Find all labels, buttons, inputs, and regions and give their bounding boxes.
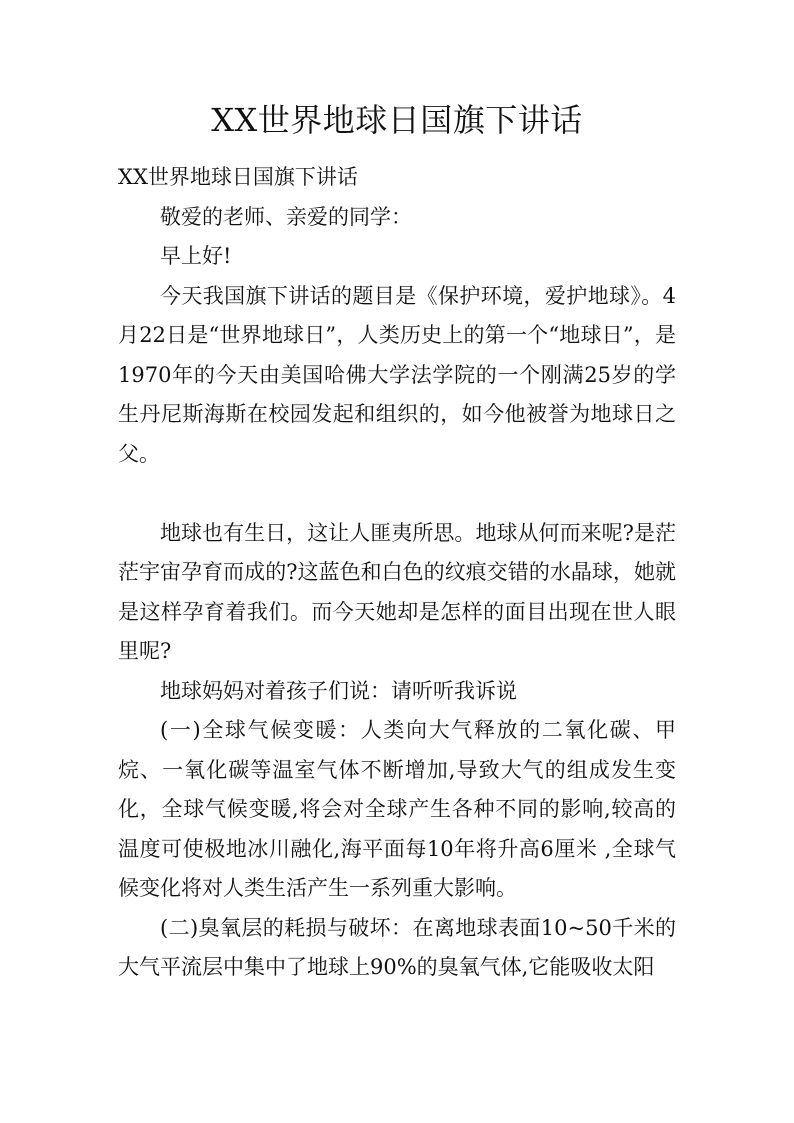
paragraph-good-morning: 早上好! bbox=[160, 244, 232, 268]
paragraph-topic-intro: 今天我国旗下讲话的题目是《保护环境，爱护地球》。4月22日是“世界地球日”，人类历史上的第一个“地球日”，是1970年的今天由美国哈佛大学法学院的一个刚满25岁的学生丹尼斯海斯在校园发起和组织的，如今他被誉为地球日之父。 bbox=[118, 283, 676, 466]
paragraph-greeting-audience: 敬爱的老师、亲爱的同学： bbox=[160, 204, 412, 229]
paragraph-earth-mother: 地球妈妈对着孩子们说：请听听我诉说 bbox=[160, 678, 517, 703]
document-subtitle: XX世界地球日国旗下讲话 bbox=[118, 165, 358, 189]
paragraph-global-warming: (一)全球气候变暖：人类向大气释放的二氧化碳、甲烷、一氧化碳等温室气体不断增加,导致大气的组成发生变化，全球气候变暖,将会对全球产生各种不同的影响,较高的温度可使极地冰川融化,海平面每10年将升高6厘米 ,全球气候变化将对人类生活产生一系列重大影响。 bbox=[118, 718, 676, 900]
paragraph-earth-birthday: 地球也有生日，这让人匪夷所思。地球从何而来呢?是茫茫宇宙孕育而成的?这蓝色和白色的纹痕交错的水晶球，她就是这样孕育着我们。而今天她却是怎样的面目出现在世人眼里呢? bbox=[118, 520, 676, 663]
paragraph-ozone-layer: (二)臭氧层的耗损与破坏：在离地球表面10~50千米的大气平流层中集中了地球上90%的臭氧气体,它能吸收太阳 bbox=[118, 915, 676, 979]
paragraph-spacer bbox=[118, 474, 676, 514]
document-title: XX世界地球日国旗下讲话 bbox=[211, 101, 583, 139]
